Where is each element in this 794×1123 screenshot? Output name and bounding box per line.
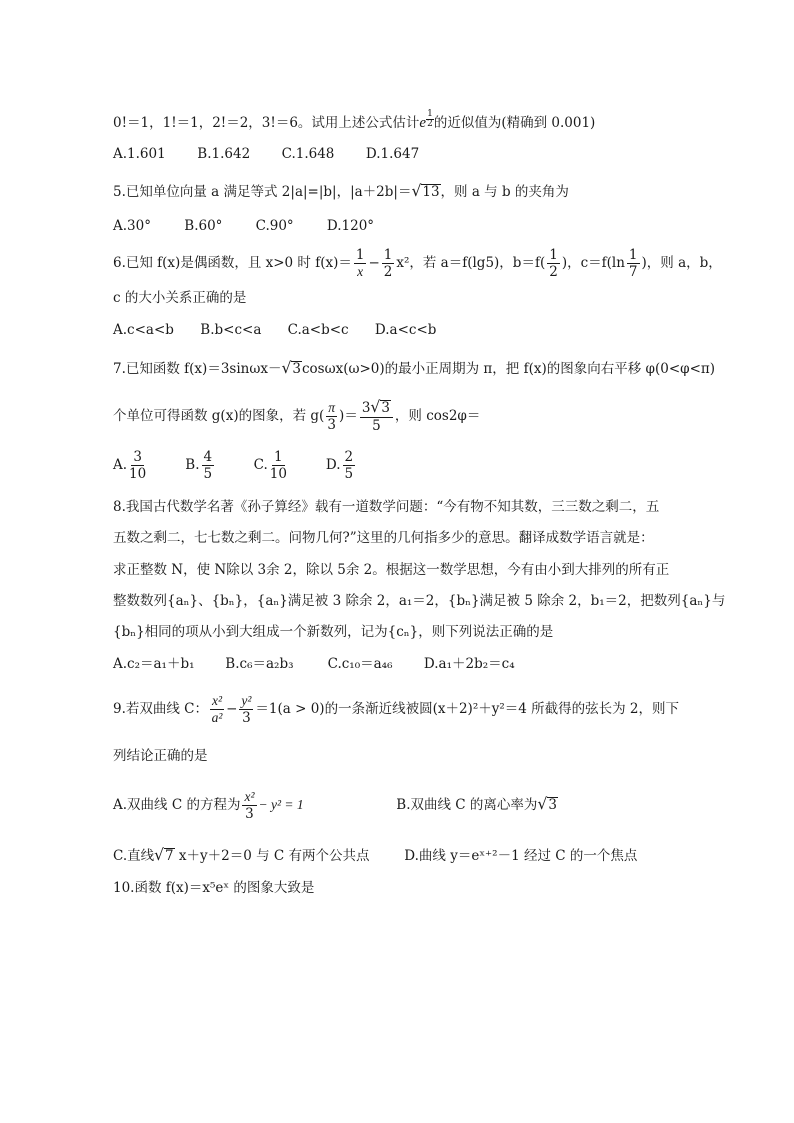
q10-stem: 10.函数 f(x)＝x⁵eˣ 的图象大致是: [113, 880, 315, 896]
sqrt-13: √ 13: [411, 182, 440, 200]
q9-option-a[interactable]: A.双曲线 C 的方程为 $\frac{\text{x²}}{3}$ − y² = 1: [113, 789, 304, 823]
q5-stem: 5.已知单位向量 a 满足等式 2|a|=|b|，|a＋2b|＝ √ 13 ，则 a 与 b 的夹角为: [113, 182, 569, 200]
q8-options: [113, 658, 515, 672]
fraction-1-over-2-b: $\frac{1}{2}$: [549, 247, 558, 281]
fraction-y2-over-3: $\frac{\text{y²}}{3}$: [241, 693, 252, 727]
q9-stem: 9.若双曲线 C： $\frac{\text{x²}}{\text{a²}}$ − $\frac{\text{y²}}{3}$ ＝1(a > 0)的一条渐近线被圆(x＋2)²＋y²＝4 所截得的弦长为 2，则下: [113, 693, 680, 727]
q7-option-d[interactable]: D. $\frac{2}{5}$: [325, 449, 354, 483]
q4-option-d[interactable]: D.1.647: [365, 146, 420, 162]
q4-option-a[interactable]: A.1.601: [113, 146, 166, 162]
q7-option-c[interactable]: C. $\frac{1}{10}$: [253, 449, 287, 483]
q5-option-d[interactable]: D.120°: [326, 218, 375, 234]
fraction-1-over-x: $\frac{1}{x}$: [355, 247, 365, 280]
q8-option-a[interactable]: A.c₂＝a₁＋b₁: [113, 656, 195, 672]
q8-line-2: 五数之剩二，七七数之剩二。问物几何?”这里的几何指多少的意思。翻译成数学语言就是：: [113, 530, 654, 546]
q8-option-d[interactable]: D.a₁＋2b₂＝c₄: [423, 656, 515, 672]
q8-line-4: 整数数列{aₙ}、{bₙ}，{aₙ}满足被 3 除余 2，a₁＝2，{bₙ}满足被 5 除余 2，b₁＝2，把数列{aₙ}与: [113, 593, 726, 609]
q7-options: [113, 450, 357, 481]
q6-stem: 6.已知 f(x)是偶函数，且 x>0 时 f(x)＝ $\frac{1}{x}$ − $\frac{1}{2}$ x²，若 a＝f(lg5)，b＝f( $\frac{1}{2}$ )，c＝f(ln $\frac{1}{7}$ )，则 a，b，: [113, 247, 722, 281]
q5-option-a[interactable]: A.30°: [113, 218, 151, 234]
q6-option-b[interactable]: B.b<c<a: [200, 322, 262, 338]
q9-option-d[interactable]: D.曲线 y＝eˣ⁺²－1 经过 C 的一个焦点: [404, 848, 638, 864]
fraction-3sqrt3-over-5: 3 √ 3 5: [360, 400, 393, 433]
q7-option-a[interactable]: A. $\frac{3}{10}$: [113, 449, 147, 483]
q9-option-b[interactable]: B.双曲线 C 的离心率为 √ 3: [396, 795, 557, 814]
sqrt-3: √ 3: [281, 359, 301, 377]
q7-stem-line2: 个单位可得函数 g(x)的图象，若 g( $\frac{\pi}{3}$ )＝ 3 √ 3 5 ，则 cos2φ＝: [113, 398, 481, 434]
q5-options: [113, 220, 374, 234]
fraction-1-over-7: $\frac{1}{7}$: [628, 247, 638, 281]
fraction-1-over-2: $\frac{1}{2}$: [383, 247, 393, 281]
q6-option-d[interactable]: D.a<c<b: [374, 322, 437, 338]
q4-option-b[interactable]: B.1.642: [197, 146, 251, 162]
q4-option-c[interactable]: C.1.648: [281, 146, 335, 162]
q8-option-c[interactable]: C.c₁₀＝a₄₆: [327, 656, 393, 672]
q4-exponent: $\frac{1}{2}$: [427, 109, 433, 129]
q6-stem-line2: c 的大小关系正确的是: [113, 290, 247, 306]
q8-line-1: 8.我国古代数学名著《孙子算经》载有一道数学问题：“今有物不知其数，三三数之剩二，五: [113, 499, 660, 515]
q4-options: [113, 148, 419, 162]
q8-option-b[interactable]: B.c₆＝a₂b₃: [225, 656, 294, 672]
q5-option-c[interactable]: C.90°: [255, 218, 294, 234]
q8-line-5: {bₙ}相同的项从小到大组成一个新数列，记为{cₙ}，则下列说法正确的是: [113, 624, 554, 640]
q4-stem: 0!＝1，1!＝1，2!＝2，3!＝6。试用上述公式估计e $\frac{1}{2}$ 的近似值为(精确到 0.001): [113, 109, 596, 131]
q9-options-cd: [113, 848, 637, 864]
q9-stem-line2: 列结论正确的是: [113, 748, 208, 764]
q5-option-b[interactable]: B.60°: [184, 218, 223, 234]
q9-option-c[interactable]: C.直线 √ 7 x＋y＋2＝0 与 C 有两个公共点: [113, 846, 370, 864]
fraction-pi-over-3: $\frac{\pi}{3}$: [327, 399, 336, 433]
q7-stem: 7.已知函数 f(x)＝3sinωx－ √ 3 cosωx(ω>0)的最小正周期为 π，把 f(x)的图象向右平移 φ(0<φ<π): [113, 359, 716, 377]
q7-option-b[interactable]: B. $\frac{4}{5}$: [185, 449, 213, 483]
q8-line-3: 求正整数 N，使 N除以 3余 2，除以 5余 2。根据这一数学思想，今有由小到大排列的所有正: [113, 562, 670, 578]
q9-options-ab: [113, 790, 558, 821]
fraction-x2-over-a2: $\frac{\text{x²}}{\text{a²}}$: [211, 693, 223, 726]
q6-option-a[interactable]: A.c<a<b: [113, 322, 174, 338]
q6-options: [113, 324, 436, 338]
q6-option-c[interactable]: C.a<b<c: [287, 322, 349, 338]
